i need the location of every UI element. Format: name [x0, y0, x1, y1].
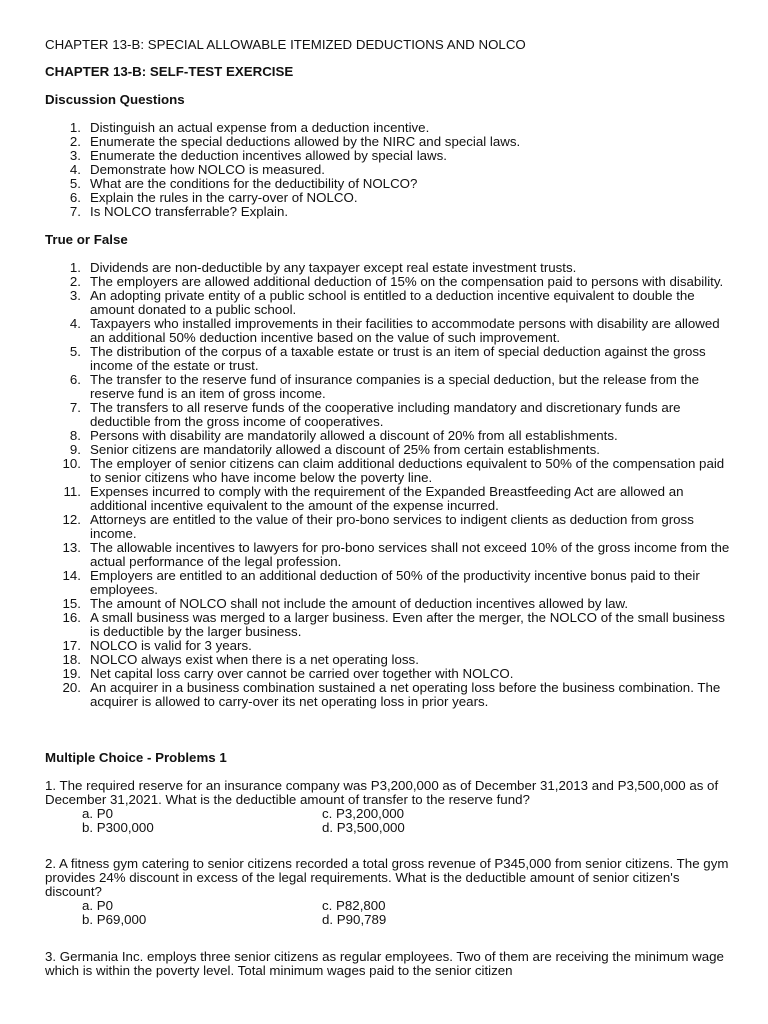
item-text: Demonstrate how NOLCO is measured. [90, 162, 326, 177]
item-number: 3. [69, 148, 81, 163]
item-text: Attorneys are entitled to the value of their pro-bono services to indigent clients as deduction from gross income. [90, 512, 694, 541]
item-number: 15. [62, 596, 81, 611]
true-false-item [45, 611, 735, 639]
item-number: 3. [69, 288, 81, 303]
item-number: 12. [62, 512, 81, 527]
item-text: Enumerate the special deductions allowed by the NIRC and special laws. [90, 134, 521, 149]
discussion-question [45, 177, 735, 191]
item-number: 4. [69, 162, 81, 177]
item-number: 10. [62, 456, 81, 471]
item-number: 4. [69, 316, 81, 331]
item-text: Dividends are non-deductible by any taxpayer except real estate investment trusts. [90, 260, 577, 275]
item-text: Net capital loss carry over cannot be carried over together with NOLCO. [90, 666, 514, 681]
item-number: 2. [69, 274, 81, 289]
discussion-question [45, 205, 735, 219]
true-false-item [45, 597, 735, 611]
question-stem: 2. A fitness gym catering to senior citizens recorded a total gross revenue of P345,000 from senior citizens. The gym provides 24% discount in excess of the legal requirements. What is the deductible amount of senior citizen's discount? [45, 856, 729, 899]
item-number: 19. [62, 666, 81, 681]
item-text: An acquirer in a business combination sustained a net operating loss before the business combination. The acquirer is allowed to carry-over its net operating loss in prior years. [90, 680, 721, 709]
true-false-item [45, 373, 735, 401]
discussion-question [45, 121, 735, 135]
mc-question-3 [45, 950, 735, 978]
true-false-item [45, 653, 735, 667]
item-text: Enumerate the deduction incentives allowed by special laws. [90, 148, 448, 163]
item-text: A small business was merged to a larger business. Even after the merger, the NOLCO of the small business is deductible by the larger business. [90, 610, 725, 639]
item-text: Distinguish an actual expense from a deduction incentive. [90, 120, 430, 135]
item-text: Is NOLCO transferrable? Explain. [90, 204, 289, 219]
mc-question-1 [45, 779, 735, 835]
true-false-list [45, 261, 735, 709]
choice-c: c. P82,800 [322, 898, 386, 913]
choice-c: c. P3,200,000 [322, 806, 405, 821]
chapter-header: CHAPTER 13-B: SPECIAL ALLOWABLE ITEMIZED DEDUCTIONS AND NOLCO [45, 37, 526, 52]
item-number: 14. [62, 568, 81, 583]
item-text: The allowable incentives to lawyers for pro-bono services shall not exceed 10% of the gross income from the actual performance of the legal profession. [90, 540, 730, 569]
true-false-item [45, 443, 735, 457]
choice-d: d. P3,500,000 [322, 820, 405, 835]
item-number: 20. [62, 680, 81, 695]
true-false-item [45, 457, 735, 485]
item-number: 7. [69, 204, 81, 219]
true-false-item [45, 289, 735, 317]
item-text: The amount of NOLCO shall not include the amount of deduction incentives allowed by law. [90, 596, 629, 611]
item-number: 5. [69, 344, 81, 359]
true-false-item [45, 401, 735, 429]
item-text: The employer of senior citizens can claim additional deductions equivalent to 50% of the compensation paid to senior citizens who have income below the poverty line. [90, 456, 725, 485]
discussion-question [45, 191, 735, 205]
true-false-item [45, 261, 735, 275]
item-number: 8. [69, 428, 81, 443]
item-number: 11. [63, 484, 81, 499]
item-number: 1. [69, 120, 81, 135]
mc-question-2 [45, 857, 735, 927]
item-text: What are the conditions for the deductibility of NOLCO? [90, 176, 418, 191]
true-false-item [45, 485, 735, 513]
choice-d: d. P90,789 [322, 912, 387, 927]
true-false-heading: True or False [45, 232, 128, 247]
item-text: Employers are entitled to an additional deduction of 50% of the productivity incentive bonus paid to their employees. [90, 568, 700, 597]
item-number: 6. [69, 372, 81, 387]
item-text: Senior citizens are mandatorily allowed a discount of 25% from certain establishments. [90, 442, 600, 457]
true-false-item [45, 569, 735, 597]
discussion-question [45, 149, 735, 163]
item-number: 2. [69, 134, 81, 149]
answer-choices [45, 899, 735, 927]
item-number: 16. [62, 610, 81, 625]
item-text: The distribution of the corpus of a taxable estate or trust is an item of special deduction against the gross income of the estate or trust. [90, 344, 706, 373]
item-text: NOLCO is valid for 3 years. [90, 638, 252, 653]
true-false-item [45, 541, 735, 569]
true-false-item [45, 317, 735, 345]
true-false-item [45, 681, 735, 709]
item-text: An adopting private entity of a public school is entitled to a deduction incentive equivalent to double the amount donated to a public school. [90, 288, 695, 317]
item-number: 9. [69, 442, 81, 457]
item-text: NOLCO always exist when there is a net operating loss. [90, 652, 419, 667]
choice-a: a. P0 [82, 898, 114, 913]
item-number: 7. [69, 400, 81, 415]
page-title: CHAPTER 13-B: SELF-TEST EXERCISE [45, 64, 294, 79]
true-false-item [45, 345, 735, 373]
item-text: Explain the rules in the carry-over of NOLCO. [90, 190, 358, 205]
item-number: 18. [62, 652, 81, 667]
item-text: The transfers to all reserve funds of the cooperative including mandatory and discretionary funds are deductible from the gross income of cooperatives. [90, 400, 681, 429]
discussion-question [45, 135, 735, 149]
true-false-item [45, 639, 735, 653]
discussion-question [45, 163, 735, 177]
discussion-heading: Discussion Questions [45, 92, 185, 107]
item-number: 6. [69, 190, 81, 205]
question-stem: 1. The required reserve for an insurance company was P3,200,000 as of December 31,2013 and P3,500,000 as of December 31,2021. What is the deductible amount of transfer to the reserve fund? [45, 778, 719, 807]
item-text: Taxpayers who installed improvements in their facilities to accommodate persons with disability are allowed an additional 50% deduction incentive based on the value of such improvement. [90, 316, 720, 345]
item-text: The transfer to the reserve fund of insurance companies is a special deduction, but the release from the reserve fund is an item of gross income. [90, 372, 700, 401]
multiple-choice-heading: Multiple Choice - Problems 1 [45, 750, 227, 765]
discussion-questions-list [45, 121, 735, 219]
choice-b: b. P69,000 [82, 912, 147, 927]
true-false-item [45, 667, 735, 681]
question-stem: 3. Germania Inc. employs three senior citizens as regular employees. Two of them are receiving the minimum wage which is within the poverty level. Total minimum wages paid to the senior citizen [45, 949, 724, 978]
item-text: Expenses incurred to comply with the requirement of the Expanded Breastfeeding Act are allowed an additional incentive equivalent to the amount of the expense incurred. [90, 484, 684, 513]
true-false-item [45, 429, 735, 443]
true-false-item [45, 513, 735, 541]
choice-a: a. P0 [82, 806, 114, 821]
item-number: 1. [69, 260, 81, 275]
item-number: 17. [62, 638, 81, 653]
item-text: Persons with disability are mandatorily allowed a discount of 20% from all establishments. [90, 428, 618, 443]
answer-choices [45, 807, 735, 835]
choice-b: b. P300,000 [82, 820, 154, 835]
item-text: The employers are allowed additional deduction of 15% on the compensation paid to persons with disability. [90, 274, 724, 289]
item-number: 5. [69, 176, 81, 191]
item-number: 13. [62, 540, 81, 555]
true-false-item [45, 275, 735, 289]
